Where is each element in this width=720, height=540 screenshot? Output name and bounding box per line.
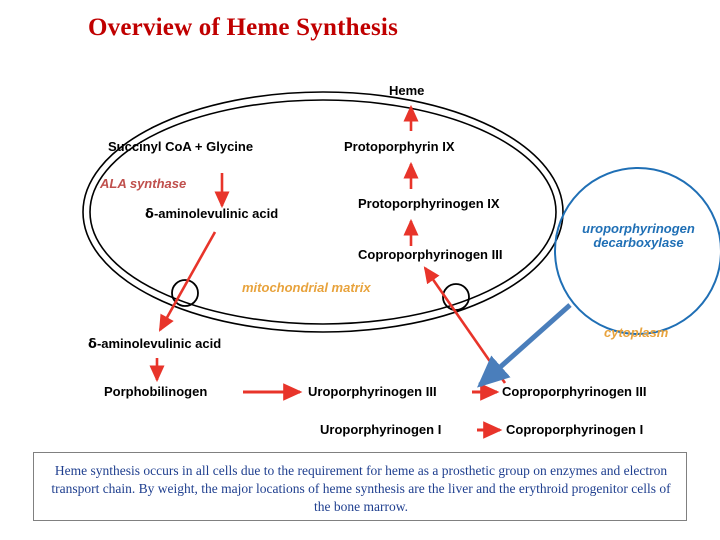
node-coproporphyrinogen-iii-cyto: Coproporphyrinogen III [502, 384, 647, 399]
node-ala-mito [145, 207, 278, 222]
node-protoporphyrin-ix: Protoporphyrin IX [344, 139, 455, 154]
node-succinyl-coa-glycine: Succinyl CoA + Glycine [108, 139, 254, 154]
node-ala-cyto-text: -aminolevulinic acid [96, 336, 222, 351]
delta-symbol-mito: δ [145, 207, 154, 222]
arrow-decarboxylase-pointer [480, 305, 570, 385]
page-title: Overview of Heme Synthesis [88, 14, 399, 41]
node-porphobilinogen: Porphobilinogen [104, 384, 208, 399]
enzyme-decarboxylase-line1: uroporphyrinogen [582, 221, 695, 236]
arrow-ala-export [160, 232, 215, 330]
arrow-copro-import [425, 268, 505, 383]
membrane-pore-right [443, 284, 469, 310]
node-ala-mito-text: -aminolevulinic acid [153, 206, 279, 221]
caption-text: Heme synthesis occurs in all cells due to the requirement for heme as a prosthetic group on enzymes and electron transport chain. By weight, the major locations of heme synthesis are the liver and the erythroid progenitor cells of the bone marrow. [51, 463, 671, 514]
enzyme-decarboxylase-line2: decarboxylase [593, 235, 684, 251]
node-coproporphyrinogen-i: Coproporphyrinogen I [506, 422, 644, 437]
node-protoporphyrinogen-ix: Protoporphyrinogen IX [358, 196, 500, 211]
caption-box [33, 452, 687, 521]
node-uroporphyrinogen-iii: Uroporphyrinogen III [308, 384, 437, 399]
delta-symbol-cyto: δ [88, 337, 97, 352]
label-mitochondrial-matrix: mitochondrial matrix [242, 280, 371, 295]
node-coproporphyrinogen-iii-mito: Coproporphyrinogen III [358, 247, 503, 262]
enzyme-uroporphyrinogen-decarboxylase [566, 222, 711, 251]
cytoplasm-circle [555, 168, 720, 334]
node-uroporphyrinogen-i: Uroporphyrinogen I [320, 422, 442, 437]
node-heme: Heme [389, 83, 425, 98]
label-cytoplasm: cytoplasm [604, 325, 669, 340]
node-ala-cyto [88, 337, 221, 352]
enzyme-ala-synthase: ALA synthase [100, 176, 187, 191]
